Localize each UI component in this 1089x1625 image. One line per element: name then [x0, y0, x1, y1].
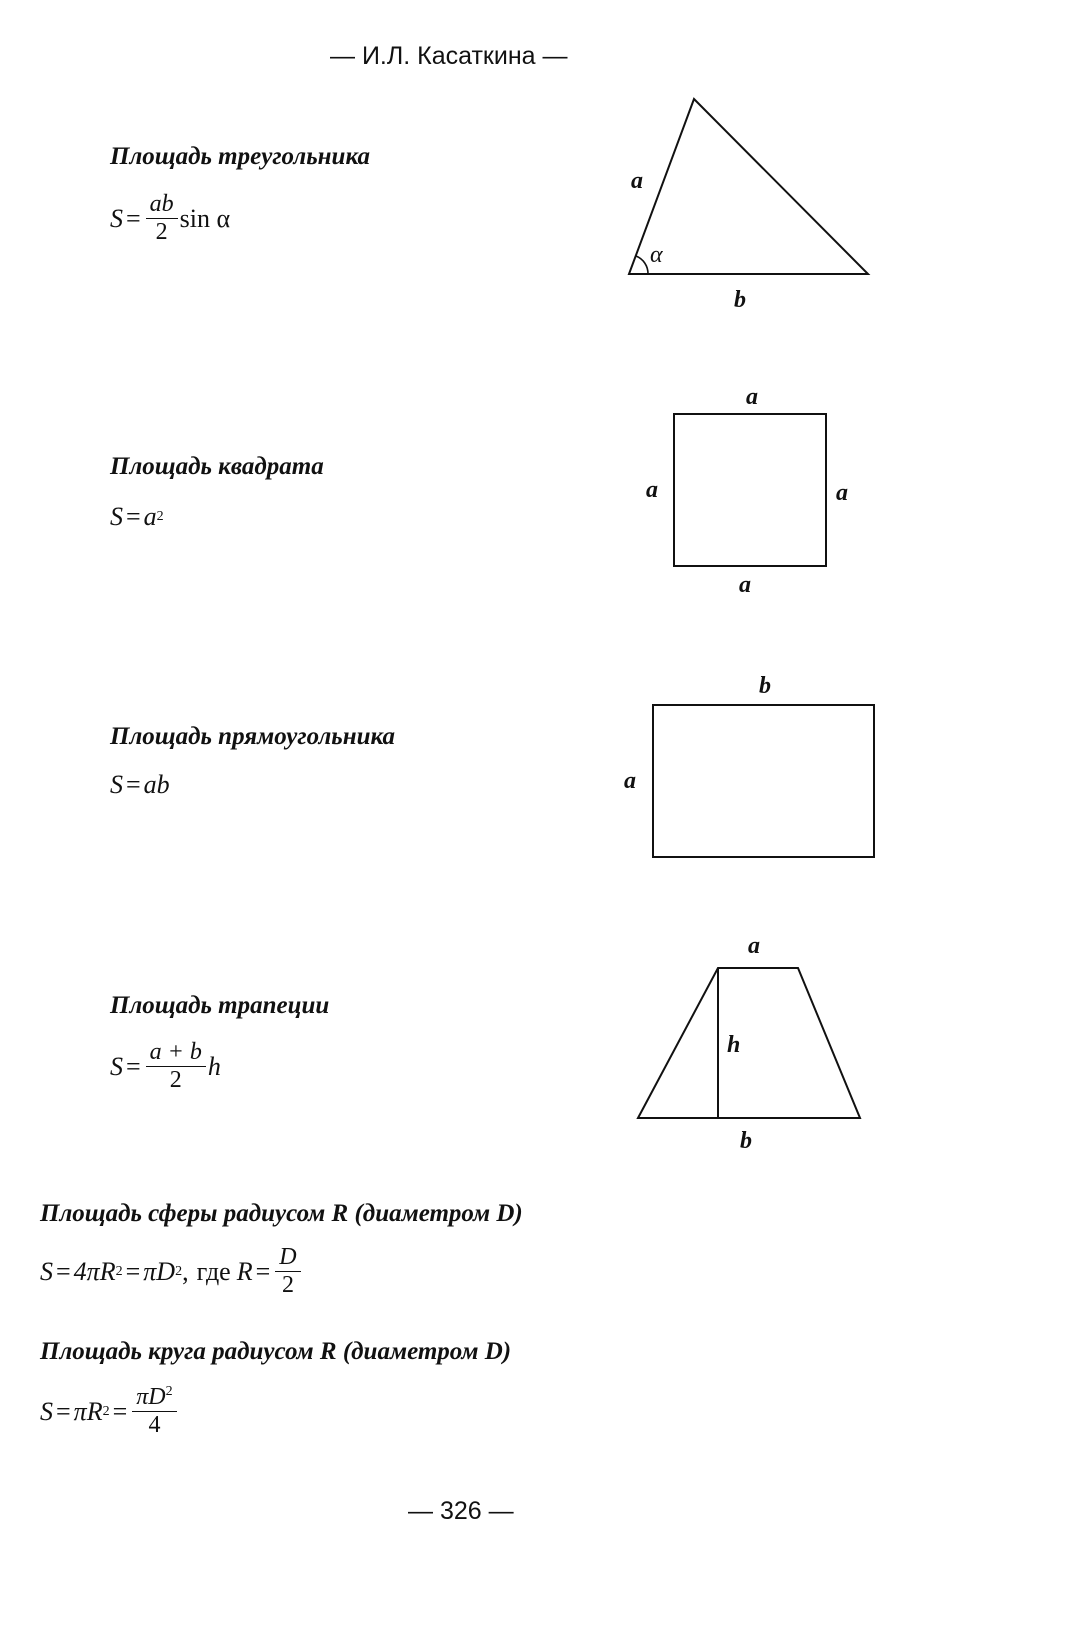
fraction-numerator: a + b: [146, 1040, 206, 1067]
trapezoid-heading: Площадь трапеции: [110, 992, 330, 1019]
square-formula: S = a 2: [110, 502, 164, 531]
formula-radius: R: [236, 1256, 253, 1286]
trapezoid-figure: [638, 968, 860, 1118]
formula-tail: h: [207, 1051, 221, 1081]
page-number: — 326 —: [408, 1497, 514, 1525]
fraction: [275, 1245, 300, 1298]
trapezoid-label-bottom: b: [740, 1128, 752, 1154]
square-heading: Площадь квадрата: [110, 453, 324, 480]
rectangle-label-left: a: [624, 768, 636, 794]
formula-equals: =: [56, 1396, 71, 1426]
formula-lhs: S: [40, 1256, 53, 1286]
formula-rhs: ab: [143, 770, 170, 799]
trapezoid-label-h: h: [727, 1032, 741, 1058]
trapezoid-label-top: a: [748, 933, 760, 959]
formula-lhs: S: [40, 1396, 53, 1426]
sphere-formula: S = 4πR 2 = πD 2 , где R = $\frac{D}{2}$: [40, 1245, 303, 1298]
sphere-heading: Площадь сферы радиусом R (диаметром D): [40, 1200, 523, 1227]
formula-equals: =: [126, 1051, 141, 1081]
formula-lhs: S: [110, 203, 123, 233]
circle-heading: Площадь круга радиусом R (диаметром D): [40, 1338, 512, 1365]
triangle-figure: [629, 99, 868, 274]
triangle-heading: Площадь треугольника: [110, 143, 371, 170]
fraction-numerator: [132, 1385, 176, 1412]
square-label-right: a: [836, 480, 848, 506]
rectangle-heading: Площадь прямоугольника: [110, 723, 396, 750]
formula-term: πR: [73, 1396, 103, 1426]
formula-lhs: S: [110, 770, 123, 799]
fraction-numerator: D: [275, 1245, 300, 1272]
formula-equals: =: [126, 203, 141, 233]
formula-equals: =: [255, 1256, 271, 1286]
formula-term: πD: [143, 1256, 176, 1286]
trapezoid-formula: [110, 1040, 221, 1093]
formula-comma: ,: [182, 1256, 189, 1286]
formula-tail: sin α: [179, 203, 231, 233]
formula-term: 4πR: [73, 1256, 116, 1286]
formula-lhs: S: [110, 1051, 123, 1081]
rectangle-figure: [653, 705, 874, 857]
fraction-numerator: ab: [146, 192, 178, 219]
fraction-denominator: 2: [169, 1067, 182, 1094]
formula-exponent: 2: [165, 1384, 173, 1399]
fraction-denominator: 4: [148, 1412, 161, 1439]
square-label-top: a: [746, 384, 758, 410]
rectangle-label-top: b: [759, 673, 771, 699]
square-label-bottom: a: [739, 572, 751, 598]
triangle-formula: [110, 192, 230, 245]
formula-where: где: [196, 1256, 231, 1286]
running-head: — И.Л. Касаткина —: [330, 42, 568, 70]
formula-equals: =: [125, 1256, 141, 1286]
fraction: [132, 1385, 176, 1438]
triangle-label-a: a: [631, 168, 643, 194]
circle-formula: S = πR 2 = $\frac{\pi D^2}{4}$: [40, 1385, 179, 1438]
square-label-left: a: [646, 477, 658, 503]
fraction-denominator: 2: [155, 219, 168, 246]
fraction-numerator-term: πD: [136, 1384, 166, 1410]
square-figure: [674, 414, 826, 566]
fraction-denominator: 2: [281, 1272, 294, 1299]
fraction: [146, 192, 178, 245]
fraction: [146, 1040, 206, 1093]
formula-equals: =: [112, 1396, 128, 1426]
formula-equals: =: [56, 1256, 71, 1286]
triangle-angle-arc: [636, 256, 648, 274]
triangle-label-b: b: [734, 287, 746, 313]
triangle-label-alpha: α: [650, 242, 663, 268]
formula-equals: =: [126, 770, 141, 799]
formula-lhs: S: [110, 502, 123, 531]
formula-base: a: [143, 502, 157, 531]
rectangle-formula: [110, 770, 170, 800]
formula-equals: =: [126, 502, 141, 531]
